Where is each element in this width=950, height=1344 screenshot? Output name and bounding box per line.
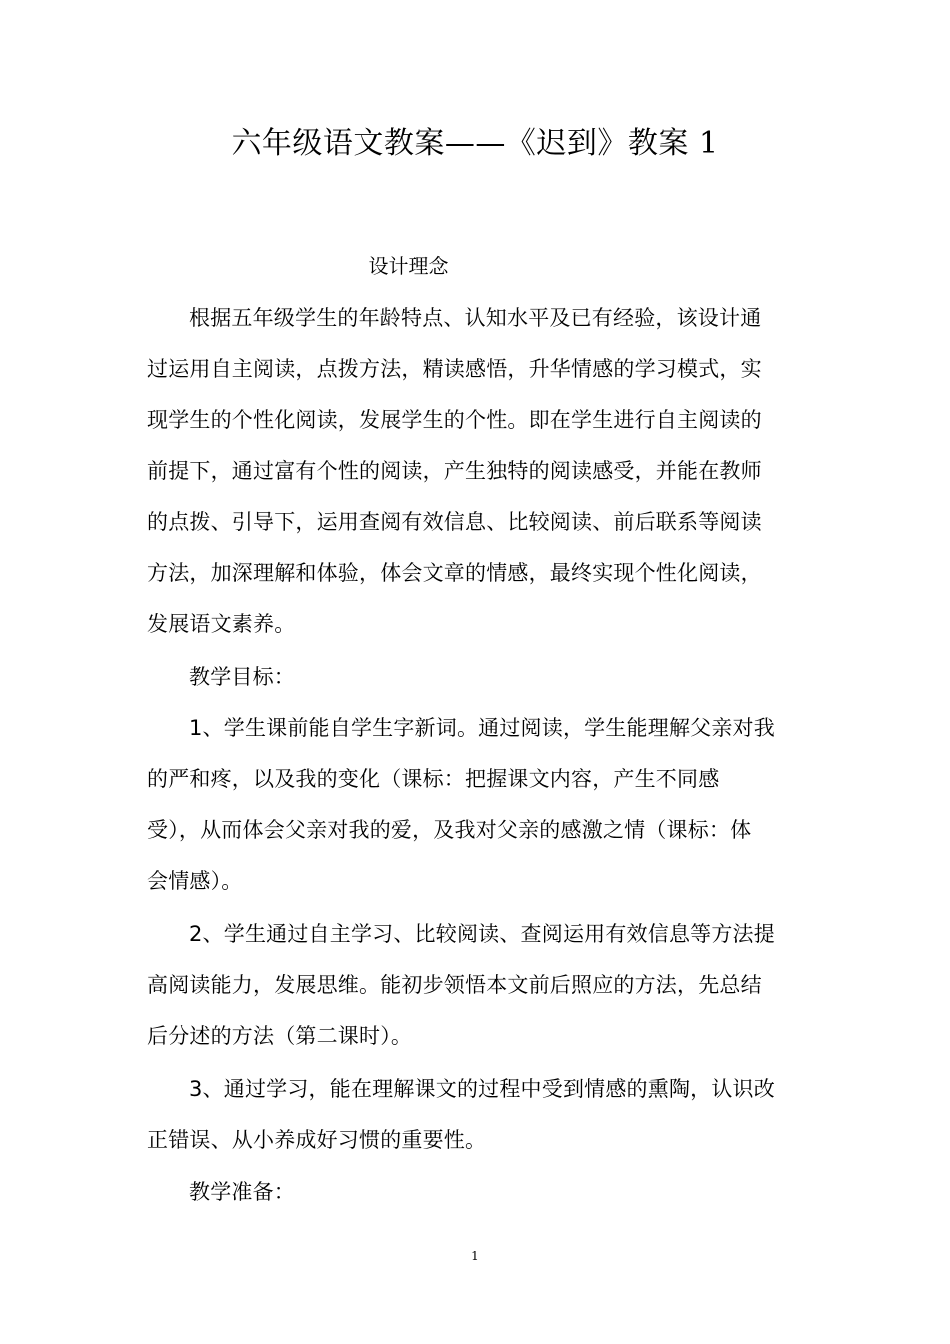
page-number: 1 bbox=[471, 1249, 479, 1263]
section-label-objectives: 教学目标： bbox=[189, 665, 295, 689]
objective-line: 1、学生课前能自学生字新词。通过阅读，学生能理解父亲对我 bbox=[189, 716, 775, 740]
paragraph-line: 现学生的个性化阅读，发展学生的个性。即在学生进行自主阅读的 bbox=[147, 408, 762, 432]
objective-line: 受），从而体会父亲对我的爱，及我对父亲的感激之情（课标：体 bbox=[147, 818, 752, 842]
section-heading: 设计理念 bbox=[368, 254, 449, 278]
objective-line: 高阅读能力，发展思维。能初步领悟本文前后照应的方法，先总结 bbox=[147, 973, 762, 997]
objective-line: 3、通过学习，能在理解课文的过程中受到情感的熏陶，认识改 bbox=[189, 1077, 775, 1101]
paragraph-line: 发展语文素养。 bbox=[147, 612, 296, 636]
section-label-preparation: 教学准备： bbox=[189, 1180, 295, 1204]
objective-line: 的严和疼，以及我的变化（课标：把握课文内容，产生不同感 bbox=[147, 767, 720, 791]
paragraph-line: 方法，加深理解和体验，体会文章的情感，最终实现个性化阅读， bbox=[147, 561, 762, 585]
objective-line: 会情感）。 bbox=[147, 869, 243, 893]
objective-line: 后分述的方法（第二课时）。 bbox=[147, 1024, 413, 1048]
document-title: 六年级语文教案——《迟到》教案 1 bbox=[231, 126, 719, 161]
objective-line: 2、学生通过自主学习、比较阅读、查阅运用有效信息等方法提 bbox=[189, 922, 775, 946]
paragraph-line: 前提下，通过富有个性的阅读，产生独特的阅读感受，并能在教师 bbox=[147, 459, 762, 483]
paragraph-line: 过运用自主阅读，点拨方法，精读感悟，升华情感的学习模式，实 bbox=[147, 357, 762, 381]
objective-line: 正错误、从小养成好习惯的重要性。 bbox=[147, 1128, 487, 1152]
paragraph-line: 根据五年级学生的年龄特点、认知水平及已有经验，该设计通 bbox=[189, 306, 762, 330]
paragraph-line: 的点拨、引导下，运用查阅有效信息、比较阅读、前后联系等阅读 bbox=[147, 510, 762, 534]
